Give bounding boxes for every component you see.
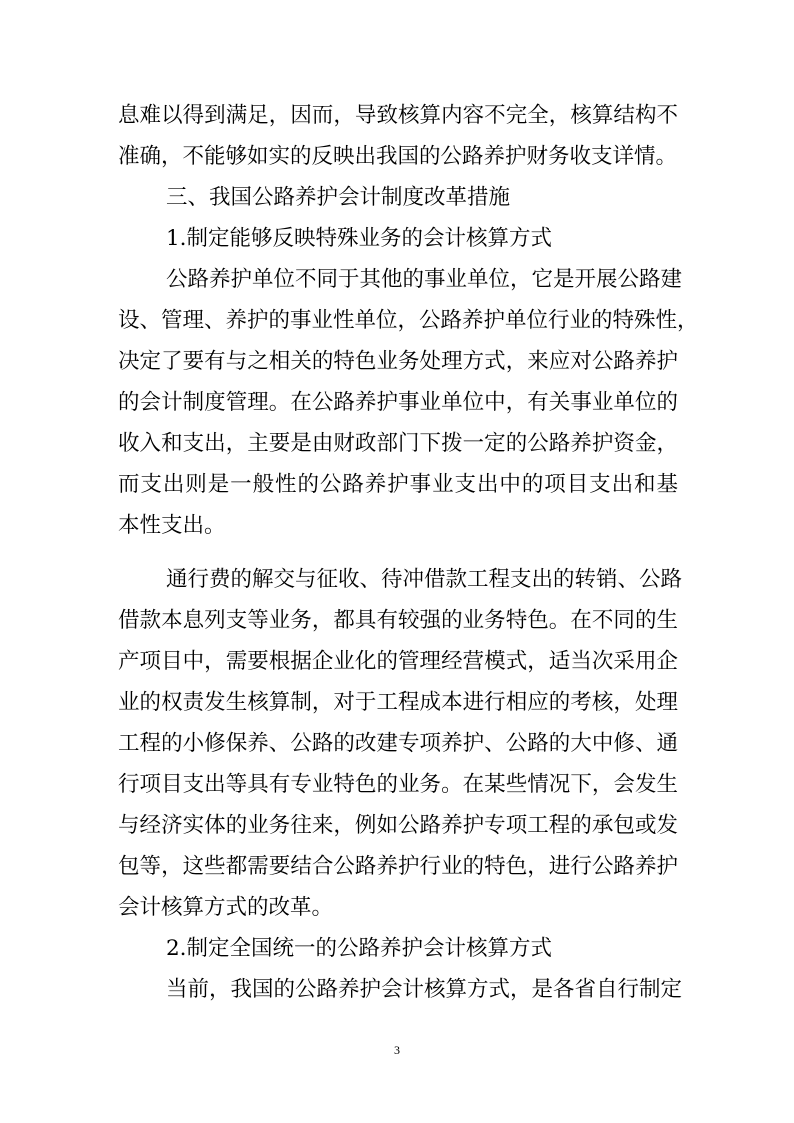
paragraph-line: 业的权责发生核算制，对于工程成本进行相应的考核，处理 xyxy=(118,690,678,715)
page-number: 3 xyxy=(394,1043,400,1057)
paragraph-line: 准确，不能够如实的反映出我国的公路养护财务收支详情。 xyxy=(118,144,678,169)
paragraph-line: 会计核算方式的改革。 xyxy=(118,895,334,920)
paragraph-line: 公路养护单位不同于其他的事业单位，它是开展公路建 xyxy=(166,267,683,292)
paragraph-line: 包等，这些都需要结合公路养护行业的特色，进行公路养护 xyxy=(118,854,678,879)
paragraph-line: 产项目中，需要根据企业化的管理经营模式，适当次采用企 xyxy=(118,649,678,674)
paragraph-line: 而支出则是一般性的公路养护事业支出中的项目支出和基 xyxy=(118,472,678,497)
paragraph-line: 当前，我国的公路养护会计核算方式，是各省自行制定 xyxy=(166,977,683,1002)
section-heading: 三、我国公路养护会计制度改革措施 xyxy=(166,185,511,210)
paragraph-line: 借款本息列支等业务，都具有较强的业务特色。在不同的生 xyxy=(118,608,678,633)
subsection-heading: 1.制定能够反映特殊业务的会计核算方式 xyxy=(166,226,553,251)
paragraph-line: 通行费的解交与征收、待冲借款工程支出的转销、公路 xyxy=(166,567,683,592)
paragraph-line: 行项目支出等具有专业特色的业务。在某些情况下，会发生 xyxy=(118,772,678,797)
subsection-heading: 2.制定全国统一的公路养护会计核算方式 xyxy=(166,936,553,961)
paragraph-line: 本性支出。 xyxy=(118,513,226,538)
paragraph-line: 与经济实体的业务往来，例如公路养护专项工程的承包或发 xyxy=(118,813,678,838)
paragraph-line: 的会计制度管理。在公路养护事业单位中，有关事业单位的 xyxy=(118,390,678,415)
paragraph-line: 收入和支出，主要是由财政部门下拨一定的公路养护资金， xyxy=(118,431,678,456)
paragraph-line: 决定了要有与之相关的特色业务处理方式，来应对公路养护 xyxy=(118,349,678,374)
paragraph-line: 工程的小修保养、公路的改建专项养护、公路的大中修、通 xyxy=(118,731,678,756)
paragraph-line: 息难以得到满足，因而，导致核算内容不完全，核算结构不 xyxy=(118,103,678,128)
paragraph-line: 设、管理、养护的事业性单位，公路养护单位行业的特殊性， xyxy=(118,308,699,333)
